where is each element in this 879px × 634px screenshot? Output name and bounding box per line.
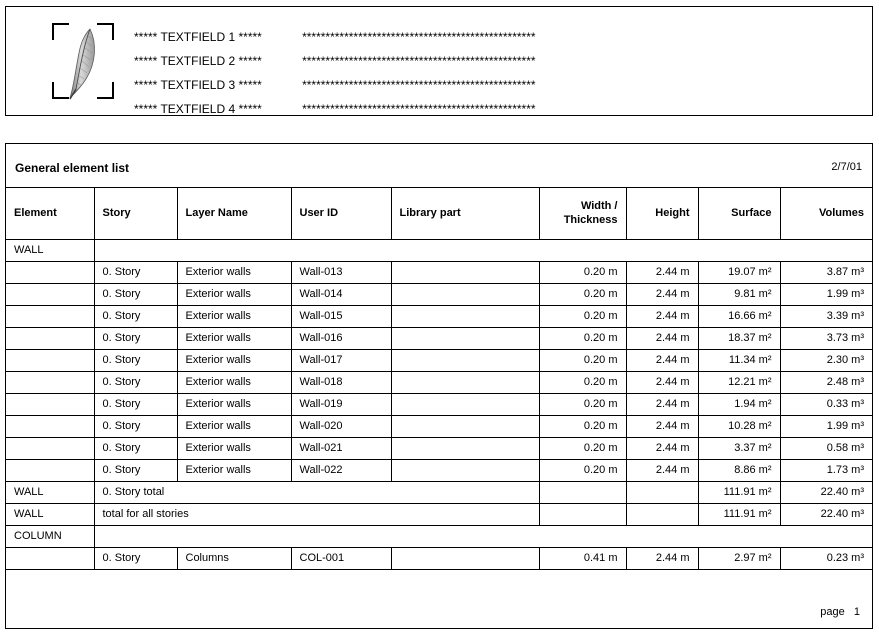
table-row (6, 547, 872, 569)
cell-volume: 1.99 m³ (780, 415, 872, 437)
cell-user-id: Wall-013 (291, 261, 391, 283)
textfield-row (134, 49, 854, 73)
cell-layer: Exterior walls (177, 327, 291, 349)
cell-layer: Exterior walls (177, 371, 291, 393)
table-row (6, 415, 872, 437)
cell-element (6, 349, 94, 371)
cell-layer: Exterior walls (177, 283, 291, 305)
grand-total-height (626, 503, 698, 525)
column-header-height: Height (626, 188, 698, 239)
cell-library-part (391, 327, 539, 349)
table-row (6, 371, 872, 393)
cell-library-part (391, 393, 539, 415)
column-header-library-part: Library part (391, 188, 539, 239)
textfield-1-value: ************************************************** (302, 30, 536, 44)
column-header-layer-name: Layer Name (177, 188, 291, 239)
cell-width: 0.20 m (539, 349, 626, 371)
cell-user-id: Wall-022 (291, 459, 391, 481)
cell-story: 0. Story (94, 459, 177, 481)
cell-width: 0.20 m (539, 261, 626, 283)
cell-user-id: Wall-021 (291, 437, 391, 459)
cell-volume: 0.23 m³ (780, 547, 872, 569)
cell-story: 0. Story (94, 349, 177, 371)
cell-height: 2.44 m (626, 327, 698, 349)
table-row (6, 459, 872, 481)
cell-layer: Exterior walls (177, 459, 291, 481)
group-element-wall: WALL (6, 239, 94, 261)
column-header-user-id: User ID (291, 188, 391, 239)
grand-total-width (539, 503, 626, 525)
column-header-width-thickness (539, 188, 626, 239)
cell-height: 2.44 m (626, 459, 698, 481)
cell-library-part (391, 349, 539, 371)
group-empty-cell (94, 525, 872, 547)
column-header-volumes: Volumes (780, 188, 872, 239)
cell-user-id: Wall-018 (291, 371, 391, 393)
textfield-row (134, 25, 854, 49)
cell-width: 0.41 m (539, 547, 626, 569)
cell-element (6, 393, 94, 415)
cell-surface: 9.81 m² (698, 283, 780, 305)
cell-height: 2.44 m (626, 261, 698, 283)
element-list-table (6, 188, 872, 570)
cell-library-part (391, 437, 539, 459)
table-total-row (6, 481, 872, 503)
textfield-1-label: ***** TEXTFIELD 1 ***** (134, 30, 262, 44)
total-height (626, 481, 698, 503)
document-header-box (5, 6, 873, 116)
textfield-4-value: ************************************************** (302, 102, 536, 116)
cell-width: 0.20 m (539, 371, 626, 393)
cell-volume: 3.73 m³ (780, 327, 872, 349)
textfield-3-label: ***** TEXTFIELD 3 ***** (134, 78, 262, 92)
total-width (539, 481, 626, 503)
cell-width: 0.20 m (539, 459, 626, 481)
cell-height: 2.44 m (626, 547, 698, 569)
cell-height: 2.44 m (626, 349, 698, 371)
cell-element (6, 261, 94, 283)
cell-volume: 2.48 m³ (780, 371, 872, 393)
cell-width: 0.20 m (539, 305, 626, 327)
cell-library-part (391, 371, 539, 393)
cell-height: 2.44 m (626, 393, 698, 415)
table-total-row (6, 503, 872, 525)
page-title: General element list (15, 161, 130, 175)
cell-story: 0. Story (94, 305, 177, 327)
cell-story: 0. Story (94, 327, 177, 349)
column-header-surface: Surface (698, 188, 780, 239)
cell-height: 2.44 m (626, 305, 698, 327)
column-header-width-line1: Width / (580, 200, 618, 213)
cell-element (6, 415, 94, 437)
table-row (6, 349, 872, 371)
grand-total-surface: 111.91 m² (698, 503, 780, 525)
cell-library-part (391, 261, 539, 283)
textfield-3-value: ************************************************** (302, 78, 536, 92)
cell-surface: 18.37 m² (698, 327, 780, 349)
cell-width: 0.20 m (539, 393, 626, 415)
cell-width: 0.20 m (539, 415, 626, 437)
cell-story: 0. Story (94, 547, 177, 569)
cell-layer: Exterior walls (177, 305, 291, 327)
grand-total-volume: 22.40 m³ (780, 503, 872, 525)
cell-user-id: Wall-014 (291, 283, 391, 305)
total-label: 0. Story total (94, 481, 539, 503)
cell-story: 0. Story (94, 415, 177, 437)
table-group-row (6, 525, 872, 547)
cell-layer: Exterior walls (177, 393, 291, 415)
total-surface: 111.91 m² (698, 481, 780, 503)
report-box (5, 143, 873, 629)
report-date: 2/7/01 (831, 161, 862, 173)
textfield-row (134, 73, 854, 97)
cell-element (6, 547, 94, 569)
logo-area (46, 21, 120, 103)
cell-library-part (391, 283, 539, 305)
textfield-4-label: ***** TEXTFIELD 4 ***** (134, 102, 262, 116)
cell-user-id: Wall-015 (291, 305, 391, 327)
cell-layer: Columns (177, 547, 291, 569)
cell-surface: 11.34 m² (698, 349, 780, 371)
textfield-2-label: ***** TEXTFIELD 2 ***** (134, 54, 262, 68)
cell-volume: 3.39 m³ (780, 305, 872, 327)
cell-surface: 19.07 m² (698, 261, 780, 283)
cell-surface: 16.66 m² (698, 305, 780, 327)
total-volume: 22.40 m³ (780, 481, 872, 503)
cell-element (6, 327, 94, 349)
cell-user-id: Wall-017 (291, 349, 391, 371)
column-header-story: Story (94, 188, 177, 239)
cell-surface: 12.21 m² (698, 371, 780, 393)
cell-height: 2.44 m (626, 283, 698, 305)
cell-surface: 3.37 m² (698, 437, 780, 459)
cell-height: 2.44 m (626, 415, 698, 437)
cell-height: 2.44 m (626, 437, 698, 459)
table-row (6, 305, 872, 327)
cell-surface: 1.94 m² (698, 393, 780, 415)
cell-user-id: Wall-016 (291, 327, 391, 349)
cell-volume: 3.87 m³ (780, 261, 872, 283)
cell-element (6, 283, 94, 305)
cell-user-id: Wall-019 (291, 393, 391, 415)
cell-layer: Exterior walls (177, 349, 291, 371)
cell-surface: 10.28 m² (698, 415, 780, 437)
cell-library-part (391, 415, 539, 437)
page-footer (820, 606, 860, 618)
cell-volume: 0.33 m³ (780, 393, 872, 415)
cell-library-part (391, 459, 539, 481)
cell-story: 0. Story (94, 393, 177, 415)
textfield-2-value: ************************************************** (302, 54, 536, 68)
cell-volume: 1.73 m³ (780, 459, 872, 481)
cell-layer: Exterior walls (177, 415, 291, 437)
table-header-row (6, 188, 872, 239)
page-number: 1 (853, 606, 860, 618)
cell-library-part (391, 547, 539, 569)
cell-width: 0.20 m (539, 283, 626, 305)
cell-story: 0. Story (94, 283, 177, 305)
total-element: WALL (6, 481, 94, 503)
table-row (6, 261, 872, 283)
group-element-column: COLUMN (6, 525, 94, 547)
cell-element (6, 459, 94, 481)
cell-volume: 0.58 m³ (780, 437, 872, 459)
cell-story: 0. Story (94, 437, 177, 459)
cell-surface: 2.97 m² (698, 547, 780, 569)
header-textfields (134, 25, 854, 121)
cell-layer: Exterior walls (177, 437, 291, 459)
grand-total-label: total for all stories (94, 503, 539, 525)
cell-user-id: Wall-020 (291, 415, 391, 437)
cell-element (6, 437, 94, 459)
feather-quill-icon (64, 27, 104, 101)
textfield-row (134, 97, 854, 121)
report-title-row (6, 144, 872, 188)
cell-width: 0.20 m (539, 327, 626, 349)
grand-total-element: WALL (6, 503, 94, 525)
table-row (6, 283, 872, 305)
cell-width: 0.20 m (539, 437, 626, 459)
cell-story: 0. Story (94, 261, 177, 283)
cell-layer: Exterior walls (177, 261, 291, 283)
cell-user-id: COL-001 (291, 547, 391, 569)
page-label: page (820, 606, 845, 618)
cell-library-part (391, 305, 539, 327)
column-header-element: Element (6, 188, 94, 239)
table-row (6, 393, 872, 415)
cell-volume: 1.99 m³ (780, 283, 872, 305)
group-empty-cell (94, 239, 872, 261)
table-row (6, 437, 872, 459)
cell-height: 2.44 m (626, 371, 698, 393)
cell-story: 0. Story (94, 371, 177, 393)
table-row (6, 327, 872, 349)
column-header-width-line2: Thickness (563, 214, 618, 227)
cell-volume: 2.30 m³ (780, 349, 872, 371)
table-group-row (6, 239, 872, 261)
cell-element (6, 371, 94, 393)
cell-surface: 8.86 m² (698, 459, 780, 481)
cell-element (6, 305, 94, 327)
